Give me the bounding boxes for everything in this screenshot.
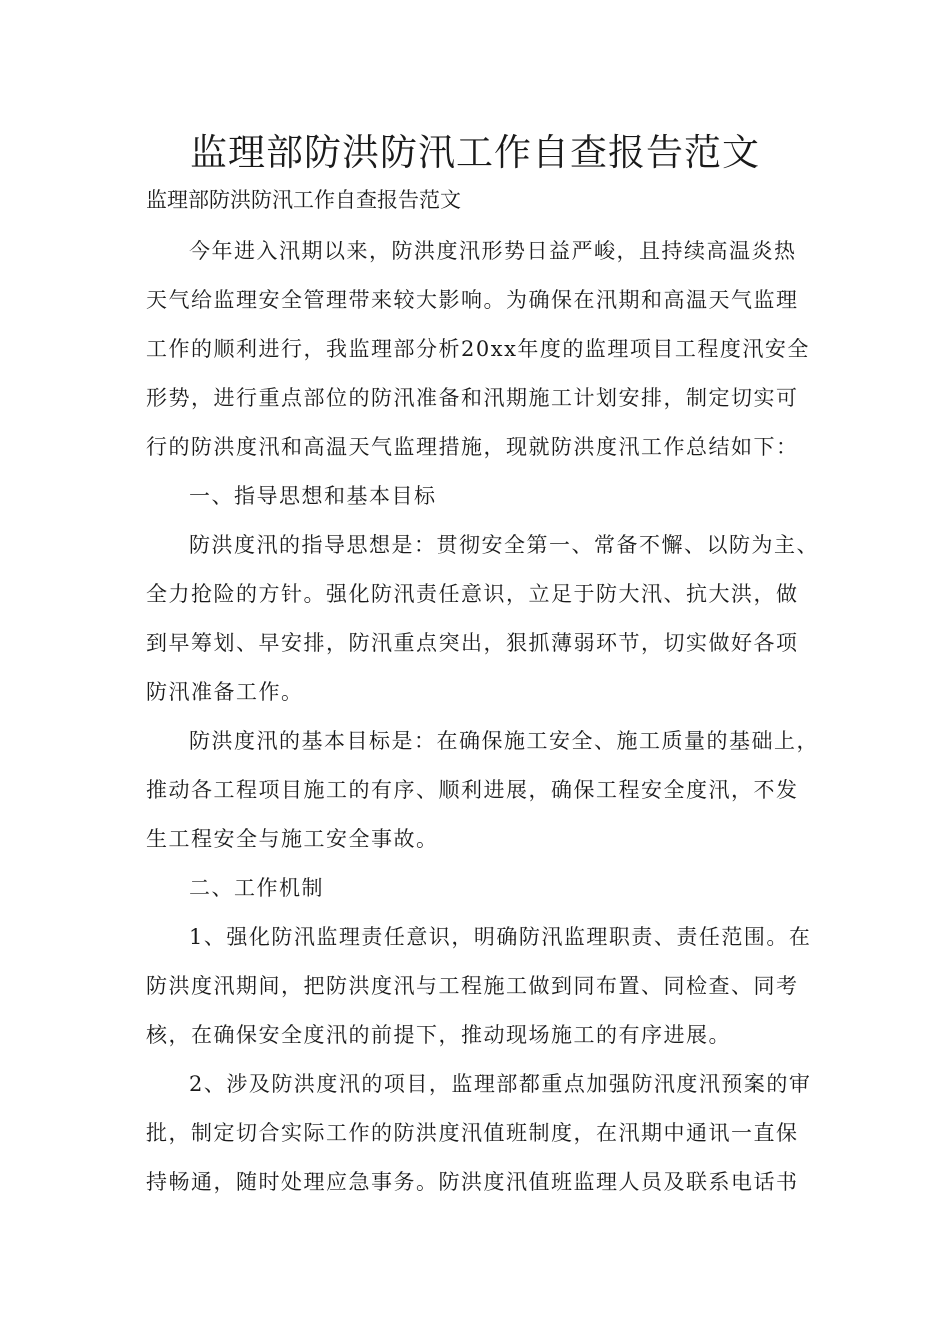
paragraph-line: 工作的顺利进行，我监理部分析20xx年度的监理项目工程度汛安全 [146, 337, 810, 361]
paragraph-line: 防洪度汛的指导思想是：贯彻安全第一、常备不懈、以防为主、 [189, 533, 819, 557]
paragraph-line: 到早筹划、早安排，防汛重点突出，狠抓薄弱环节，切实做好各项 [146, 631, 799, 655]
document-body [146, 231, 836, 1211]
paragraph-line: 全力抢险的方针。强化防汛责任意识，立足于防大汛、抗大洪，做 [146, 582, 799, 606]
document-subtitle: 监理部防洪防汛工作自查报告范文 [146, 188, 461, 212]
section-heading: 一、指导思想和基本目标 [189, 484, 437, 508]
paragraph-line: 1、强化防汛监理责任意识，明确防汛监理职责、责任范围。在 [189, 925, 812, 949]
paragraph-line: 防汛准备工作。 [146, 680, 304, 704]
paragraph-line: 生工程安全与施工安全事故。 [146, 827, 439, 851]
paragraph-line: 持畅通，随时处理应急事务。防洪度汛值班监理人员及联系电话书 [146, 1170, 799, 1194]
paragraph-line: 防洪度汛的基本目标是：在确保施工安全、施工质量的基础上， [189, 729, 819, 753]
section-heading: 二、工作机制 [189, 876, 324, 900]
paragraph-line: 形势，进行重点部位的防汛准备和汛期施工计划安排，制定切实可 [146, 386, 799, 410]
paragraph-line: 防洪度汛期间，把防洪度汛与工程施工做到同布置、同检查、同考 [146, 974, 799, 998]
paragraph-line: 行的防洪度汛和高温天气监理措施，现就防洪度汛工作总结如下： [146, 435, 799, 459]
paragraph-line: 今年进入汛期以来，防洪度汛形势日益严峻，且持续高温炎热 [189, 239, 797, 263]
paragraph-line: 批，制定切合实际工作的防洪度汛值班制度，在汛期中通讯一直保 [146, 1121, 799, 1145]
paragraph-line: 2、涉及防洪度汛的项目，监理部都重点加强防汛度汛预案的审 [189, 1072, 812, 1096]
document-title: 监理部防洪防汛工作自查报告范文 [190, 131, 760, 174]
paragraph-line: 天气给监理安全管理带来较大影响。为确保在汛期和高温天气监理 [146, 288, 799, 312]
paragraph-line: 核，在确保安全度汛的前提下，推动现场施工的有序进展。 [146, 1023, 731, 1047]
paragraph-line: 推动各工程项目施工的有序、顺利进展，确保工程安全度汛，不发 [146, 778, 799, 802]
